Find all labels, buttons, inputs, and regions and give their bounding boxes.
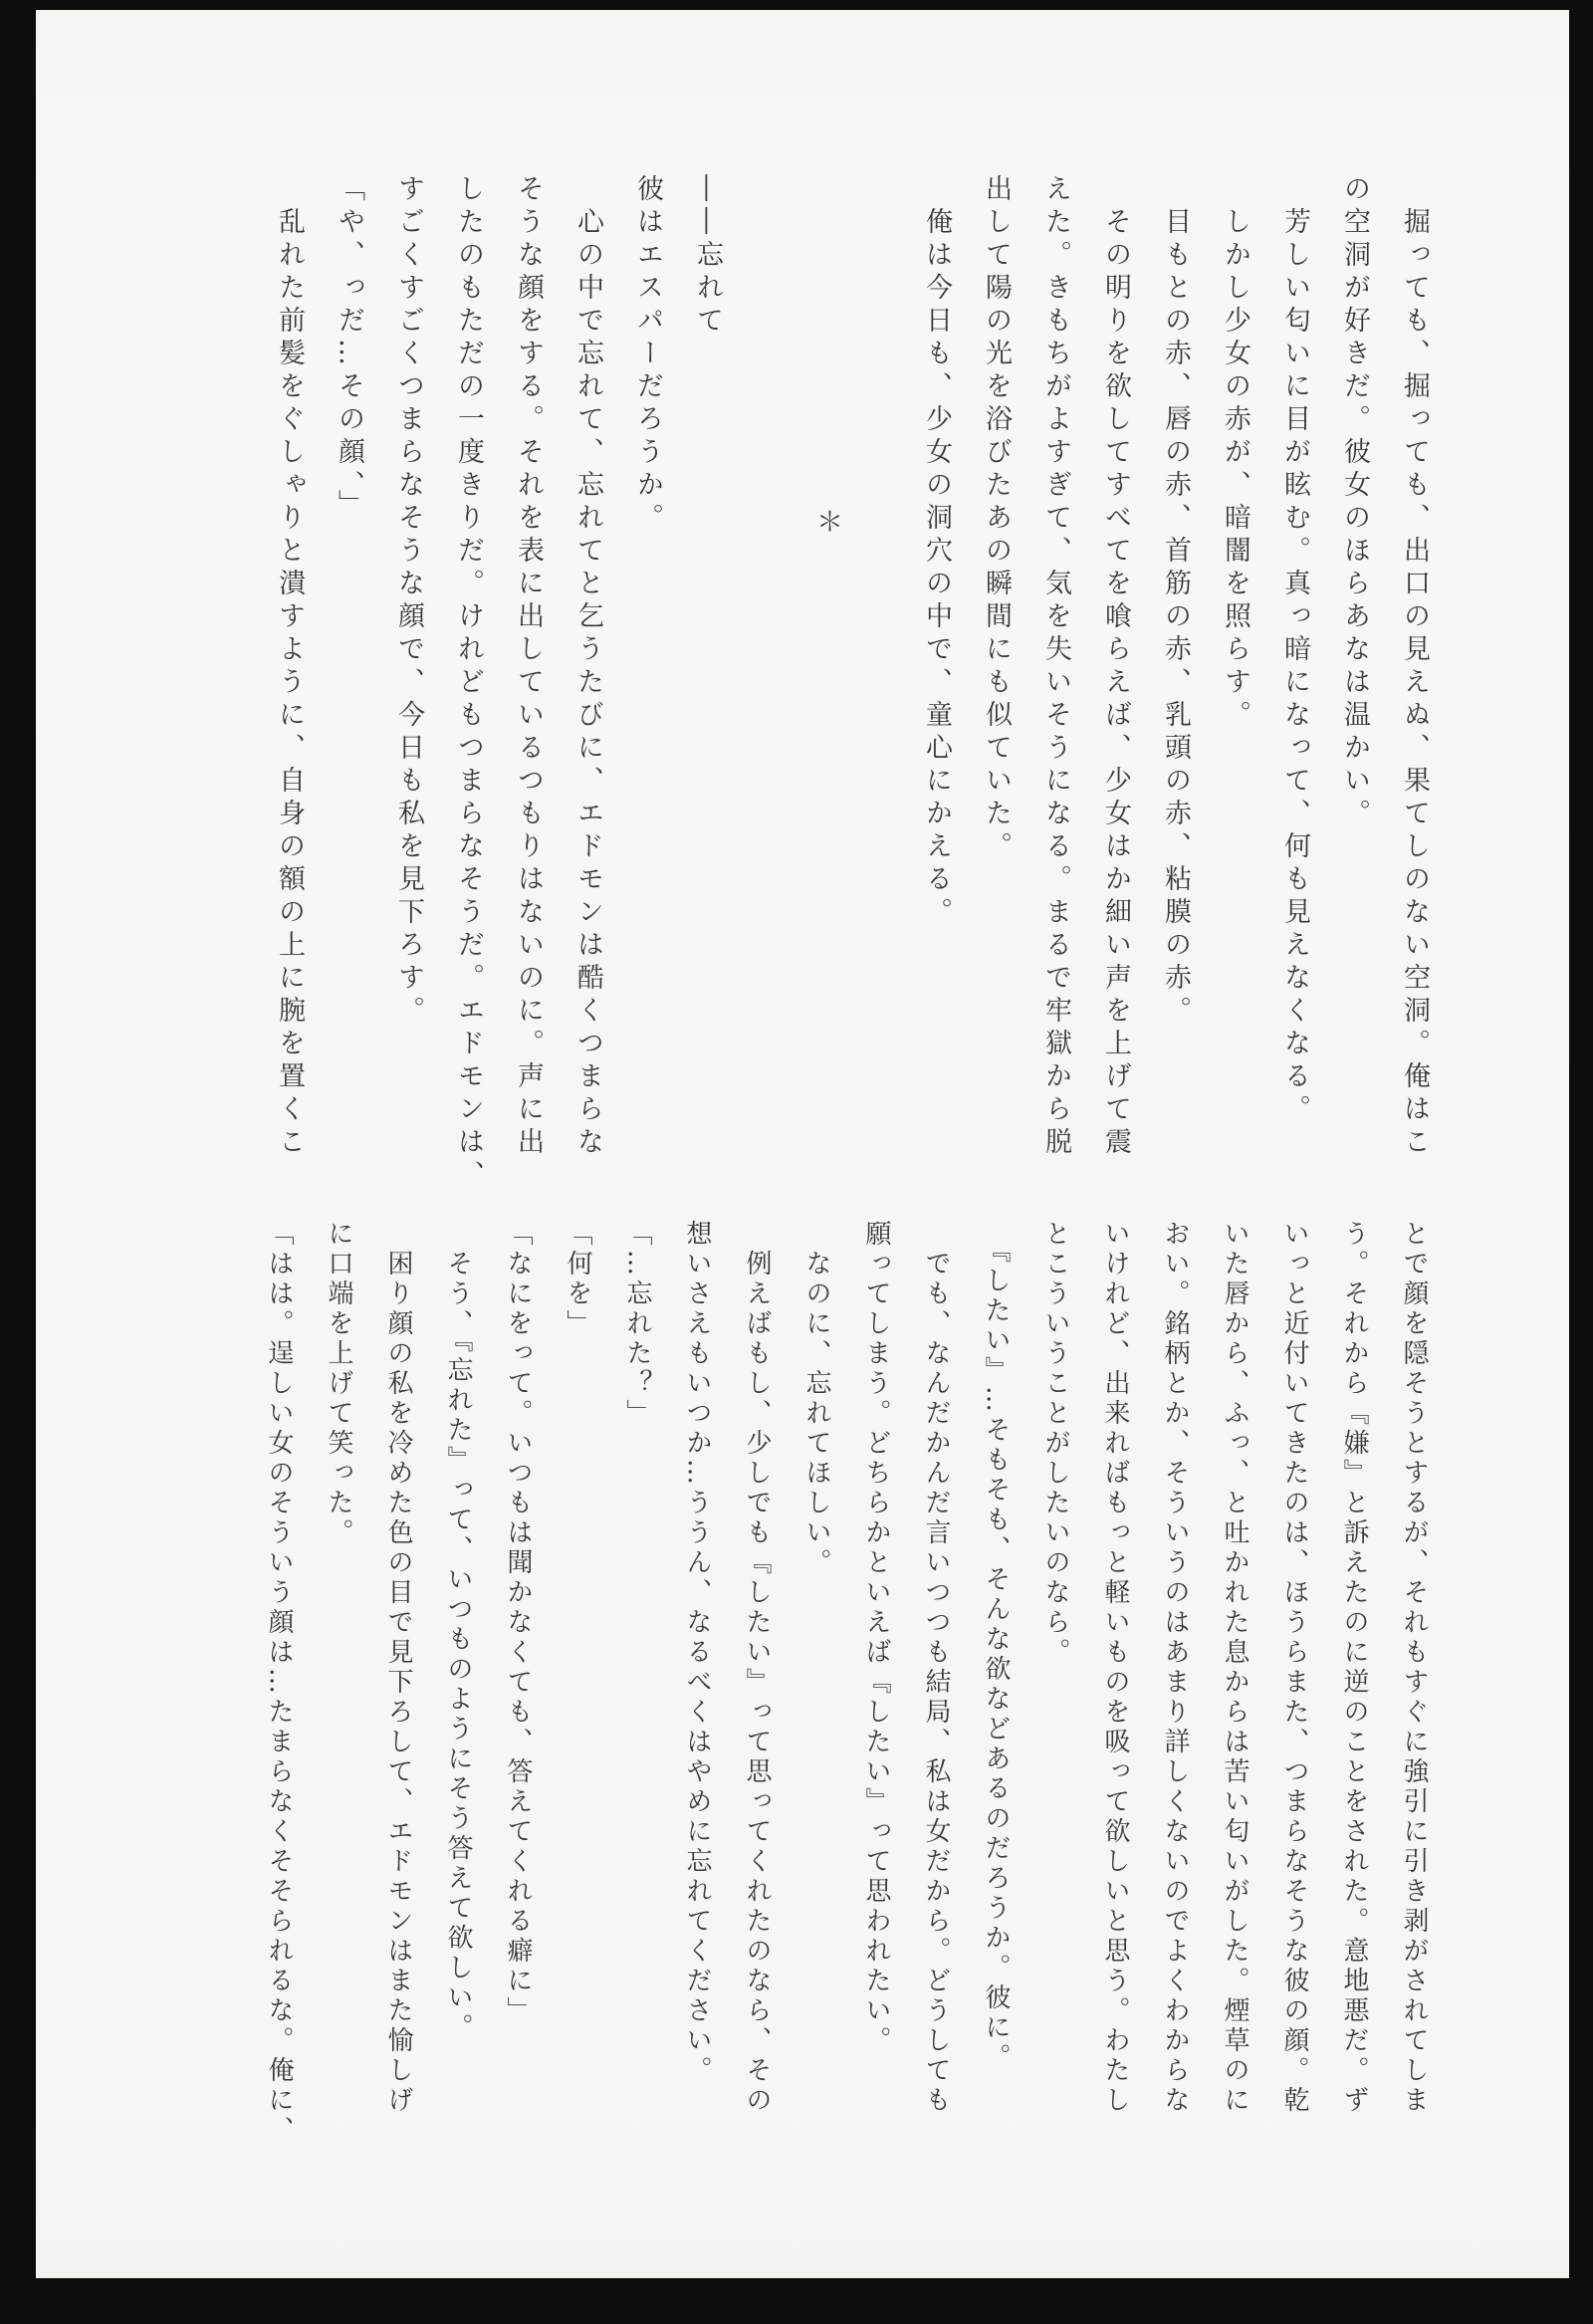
text-column: に口端を上げて笑った。 [324,1220,353,1548]
text-column: いけれど、出来ればもっと軽いものを吸って欲しいと思う。わたし [1100,1220,1130,2116]
upper-text-block [259,174,1444,1193]
text-column: その明りを欲してすべてを喰らえば、少女はか細い声を上げて震 [1100,174,1131,1160]
text-column: 想いさえもいつか…ううん、なるべくはやめに忘れてください。 [682,1220,712,2086]
text-column: えた。きもちがよすぎて、気を失いそうになる。まるで牢獄から脱 [1040,174,1071,1160]
text-column: 乱れた前髪をぐしゃりと潰すように、自身の額の上に腕を置くこ [274,174,305,1160]
text-column: 願ってしまう。どちらかといえば『したい』って思われたい。 [861,1220,891,2056]
text-column: う。それから『嫌』と訴えたのに逆のことをされた。意地悪だ。ず [1339,1220,1369,2116]
text-column: しかし少女の赤が、暗闇を照らす。 [1220,174,1251,733]
lower-text-block [249,1220,1444,2206]
text-column: とこういうことがしたいのなら。 [1040,1220,1070,1668]
text-column: 出して陽の光を浴びたあの瞬間にも似ていた。 [981,174,1012,864]
text-column: 「や、っだ…その顔、」 [334,174,364,523]
section-divider-asterisk: ＊ [811,508,842,541]
text-column: でも、なんだかんだ言いつつも結局、私は女だから。どうしても [921,1220,951,2116]
text-column: 「…忘れた？」 [622,1220,652,1429]
text-column: 芳しい匂いに目が眩む。真っ暗になって、何も見えなくなる。 [1279,174,1310,1127]
text-column: 心の中で忘れて、忘れてと乞うたびに、エドモンは酷くつまらな [572,174,603,1160]
text-column: 彼はエスパーだろうか。 [632,174,663,536]
text-column: 目もとの赤、唇の赤、首筋の赤、乳頭の赤、粘膜の赤。 [1160,174,1191,1029]
text-column: 困り顔の私を冷めた色の目で見下ろして、エドモンはまた愉しげ [383,1220,413,2116]
scanned-page [36,10,1569,2278]
text-column: 例えばもし、少しでも『したい』って思ってくれたのなら、その [742,1220,772,2116]
text-column: そうな顔をする。それを表に出しているつもりはないのに。声に出 [513,174,544,1160]
text-column: そう、『忘れた』って、いつものようにそう答えて欲しい。 [443,1220,473,2043]
text-column: 『したい』…そもそも、そんな欲などあるのだろうか。彼に。 [981,1220,1011,2073]
text-column: 俺は今日も、少女の洞穴の中で、童心にかえる。 [921,174,952,930]
text-column: 掘っても、掘っても、出口の見えぬ、果てしのない空洞。俺はこ [1399,174,1430,1160]
text-column: ――忘れて [692,174,723,339]
text-column: 「何を」 [563,1220,592,1339]
text-column: とで顔を隠そうとするが、それもすぐに強引に引き剥がされてしま [1399,1220,1429,2116]
text-column: すごくすごくつまらなそうな顔で、今日も私を見下ろす。 [393,174,424,1029]
text-column: なのに、忘れてほしい。 [801,1220,831,1578]
text-column: いた唇から、ふっ、と吐かれた息からは苦い匂いがした。煙草のに [1220,1220,1250,2116]
text-column: おい。銘柄とか、そういうのはあまり詳しくないのでよくわからな [1160,1220,1190,2116]
text-column: したのもただの一度きりだ。けれどもつまらなそうだ。エドモンは、 [453,174,484,1193]
text-column: 「はは。逞しい女のそういう顔は…たまらなくそそられるな。俺に、 [264,1220,294,2146]
text-column: いっと近付いてきたのは、ほうらまた、つまらなそうな彼の顔。乾 [1279,1220,1309,2116]
text-column: 「なにをって。いつもは聞かなくても、答えてくれる癖に」 [503,1220,533,2026]
text-column: の空洞が好きだ。彼女のほらあなは温かい。 [1339,174,1370,831]
